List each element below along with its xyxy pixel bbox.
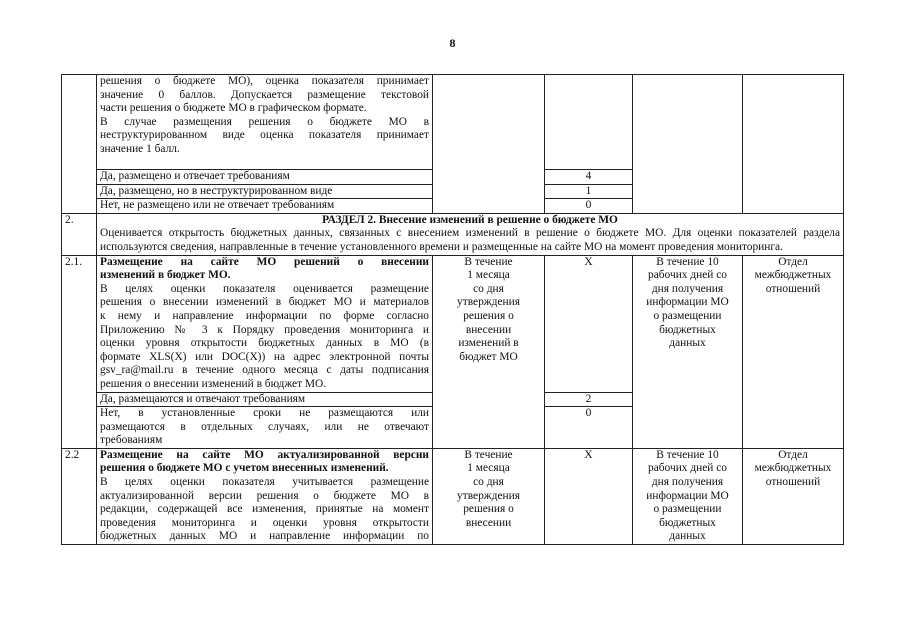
continuation-text <box>97 75 433 170</box>
deadline-cell: В течение 10 рабочих дней со дня получения информации МО о размещении бюджетных данных <box>633 448 743 544</box>
criterion-text <box>97 255 433 392</box>
criterion-number: 2.2 <box>62 448 97 544</box>
criterion-title: решения о бюджете МО с учетом внесенных изменений. <box>100 462 389 475</box>
text-line: к нему и направление информации по форме согласно <box>100 309 429 322</box>
option-score: 2 <box>545 392 633 407</box>
option-text: Нет, не размещено или не отвечает требованиям <box>97 199 433 214</box>
text-line: редакции, содержащей все изменения, принятые на момент <box>100 503 429 516</box>
option-text <box>97 407 433 449</box>
criterion-row-2-1 <box>62 255 844 392</box>
option-score: 0 <box>545 407 633 449</box>
text-line: проведения мониторинга и оценки уровня открытости <box>100 516 429 529</box>
criterion-title: Размещение на сайте МО решений о внесении <box>100 255 429 268</box>
section-number: 2. <box>62 213 97 255</box>
option-score: 4 <box>545 170 633 185</box>
criterion-text <box>97 448 433 544</box>
option-text: Да, размещаются и отвечают требованиям <box>97 392 433 407</box>
text-line: оценки уровня открытости бюджетных данных в МО (в <box>100 337 429 350</box>
text-line: gsv_ra@mail.ru в течение одного месяца с даты подписания <box>100 364 429 377</box>
text-line: бюджетных данных МО и направление информации по <box>100 530 429 543</box>
section-description: Оценивается открытость бюджетных данных, связанных с внесением изменений в решение о бюджете МО. Для оценки показателей раздела используются сведения, направленные в течение установленного времени и размещенные на сайте МО на момент проведения мониторинга. <box>100 227 840 253</box>
option-score: 1 <box>545 184 633 199</box>
criterion-number: 2.1. <box>62 255 97 448</box>
mark-cell: X <box>545 255 633 392</box>
mark-cell: X <box>545 448 633 544</box>
text-line: требованиям <box>100 434 163 447</box>
continuation-row <box>62 75 844 170</box>
period-cell: В течение 1 месяца со дня утверждения решения о внесении <box>433 448 545 544</box>
page-number: 8 <box>449 36 456 50</box>
text-line: Нет, в установленные сроки не размещаются или <box>100 407 429 420</box>
text-line: Приложению № 3 к Порядку проведения мониторинга и <box>100 323 429 336</box>
criterion-title: изменений в бюджет МО. <box>100 269 231 282</box>
text-line: значение 1 балл. <box>100 142 180 155</box>
criterion-row-2-2 <box>62 448 844 544</box>
text-line: В целях оценки показателя учитывается размещение <box>100 476 429 489</box>
period-cell: В течение 1 месяца со дня утверждения решения о внесении изменений в бюджет МО <box>433 255 545 448</box>
deadline-cell: В течение 10 рабочих дней со дня получения информации МО о размещении бюджетных данных <box>633 255 743 448</box>
text-line: В случае размещения решения о бюджете МО в <box>100 115 429 128</box>
criteria-table <box>61 74 844 545</box>
text-line: неструктурированном виде оценка показателя принимает <box>100 129 429 142</box>
text-line: решения о внесении изменений в бюджет МО и материалов <box>100 296 429 309</box>
text-line: значение 0 баллов. Допускается размещение текстовой <box>100 88 429 101</box>
text-line: решения о бюджете МО), оценка показателя принимает <box>100 75 429 87</box>
text-line: актуализированной версии решения о бюджете МО в <box>100 489 429 502</box>
text-line: формате XLS(X) или DOC(X)) на адрес электронной почты <box>100 350 429 363</box>
responsible-cell: Отдел межбюджетных отношений <box>743 448 844 544</box>
text-line: решения о внесении изменений в бюджет МО. <box>100 377 327 390</box>
text-line: размещаются в отдельных случаях, или не отвечают <box>100 420 429 433</box>
criterion-title: Размещение на сайте МО актуализированной версии <box>100 448 429 461</box>
responsible-cell: Отдел межбюджетных отношений <box>743 255 844 448</box>
text-line: В целях оценки показателя оценивается размещение <box>100 282 429 295</box>
text-line: части решения о бюджете МО в графическом формате. <box>100 102 367 115</box>
option-score: 0 <box>545 199 633 214</box>
section-row <box>62 213 844 255</box>
option-text: Да, размещено, но в неструктурированном виде <box>97 184 433 199</box>
section-title: РАЗДЕЛ 2. Внесение изменений в решение о бюджете МО <box>322 213 618 226</box>
option-text: Да, размещено и отвечает требованиям <box>97 170 433 185</box>
